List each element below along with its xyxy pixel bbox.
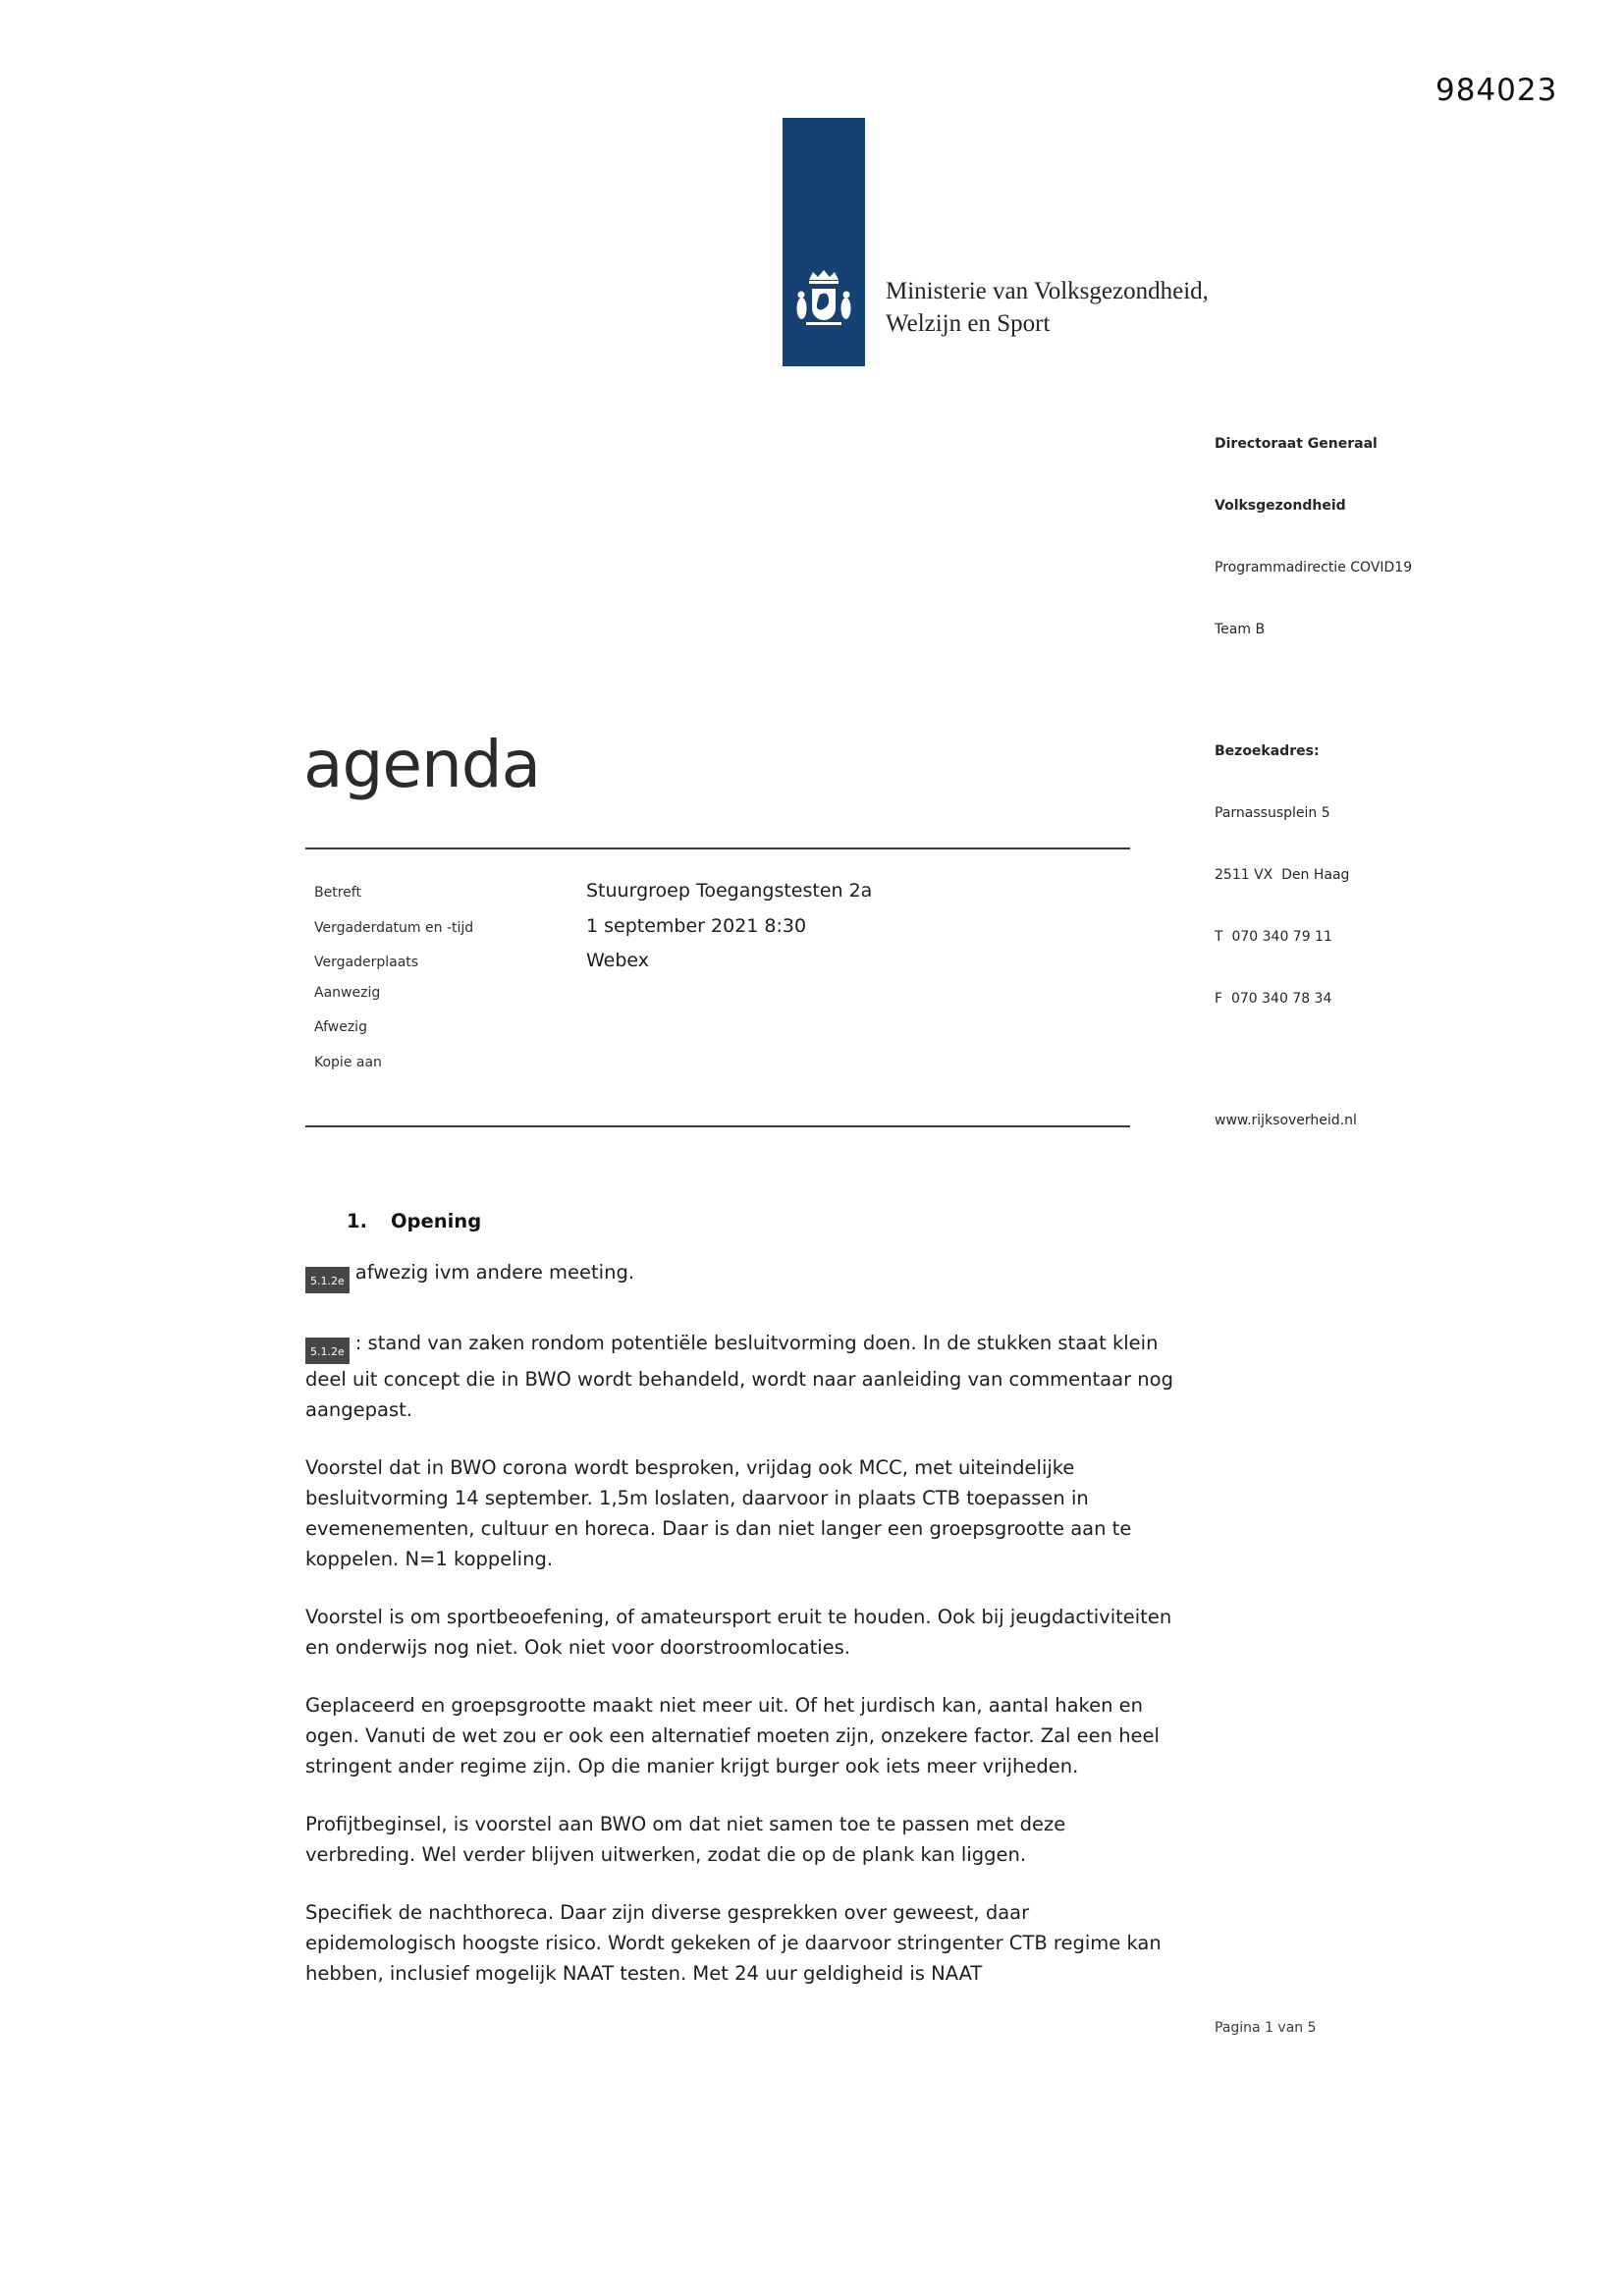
street-address: Parnassusplein 5: [1215, 805, 1330, 821]
ministry-name: [886, 275, 1209, 340]
meta-value: 1 september 2021 8:30: [586, 914, 807, 937]
meeting-metadata: [314, 880, 1139, 1089]
meta-row: [314, 985, 1139, 1020]
phone-number: T 070 340 79 11: [1215, 929, 1332, 945]
paragraph-1: Voorstel dat in BWO corona wordt besproken, vrijdag ook MCC, met uiteindelijke besluitvorming 14 september. 1,5m loslaten, daarvoor in plaats CTB toepassen in evemenementen, cultuur en horeca. Daar is dan niet langer een groepsgrootte aan te koppelen. N=1 koppeling.: [305, 1456, 1132, 1570]
contact-block: [1215, 393, 1412, 1152]
redaction-box: 5.1.2e: [305, 1267, 350, 1293]
document-body: [305, 1206, 1177, 2016]
fax-number: F 070 340 78 34: [1215, 991, 1332, 1007]
visit-address-label: Bezoekadres:: [1215, 743, 1320, 759]
paragraph-4: Profijtbeginsel, is voorstel aan BWO om dat niet samen toe te passen met deze verbreding. Wel verder blijven uitwerken, zodat die op de plank kan liggen.: [305, 1813, 1066, 1866]
spacer: [1215, 1051, 1412, 1069]
ministry-name-line2: Welzijn en Sport: [886, 310, 1051, 337]
meta-label: Kopie aan: [314, 1054, 382, 1070]
redacted-line: [305, 1257, 1177, 1293]
meta-row: [314, 880, 1139, 915]
section-number: 1.: [347, 1210, 367, 1232]
meta-value: Stuurgroep Toegangstesten 2a: [586, 880, 873, 902]
meta-label: Vergaderdatum en -tijd: [314, 919, 474, 936]
website-url: www.rijksoverheid.nl: [1215, 1113, 1357, 1128]
city-address: 2511 VX Den Haag: [1215, 867, 1350, 883]
directorate-line2: Volksgezondheid: [1215, 498, 1346, 514]
coat-of-arms-icon: [792, 267, 855, 340]
meta-label: Betreft: [314, 885, 361, 901]
page-title: agenda: [303, 727, 541, 802]
rijksoverheid-logo: [783, 118, 865, 366]
programme-directorate: Programmadirectie COVID19: [1215, 560, 1413, 575]
redaction-box: 5.1.2e: [305, 1338, 350, 1364]
meta-row: [314, 1019, 1139, 1055]
meta-label: Aanwezig: [314, 984, 381, 1001]
meta-value: Webex: [586, 950, 650, 971]
paragraph-5: Specifiek de nachthoreca. Daar zijn diverse gesprekken over geweest, daar epidemologisch hoogste risico. Wordt gekeken of je daarvoor stringenter CTB regime kan hebben, inclusief mogelijk NAAT testen. Met 24 uur geldigheid is NAAT: [305, 1901, 1162, 1985]
meta-row: [314, 950, 1139, 985]
section-heading-opening: [347, 1206, 1177, 1236]
section-title: Opening: [390, 1210, 482, 1232]
team: Team B: [1215, 622, 1266, 637]
meta-label: Afwezig: [314, 1019, 367, 1035]
divider-bottom: [305, 1125, 1130, 1127]
meta-row: [314, 1055, 1139, 1090]
redacted-paragraph: [305, 1328, 1177, 1425]
page-number: Pagina 1 van 5: [1215, 2020, 1317, 2036]
spacer: [1215, 682, 1412, 700]
meta-label: Vergaderplaats: [314, 955, 419, 970]
directorate-line1: Directoraat Generaal: [1215, 436, 1378, 452]
document-number: 984023: [1435, 73, 1558, 108]
redacted-paragraph-text: : stand van zaken rondom potentiële besluitvorming doen. In de stukken staat klein deel uit concept die in BWO wordt behandeld, wordt naar aanleiding van commentaar nog aangepast.: [305, 1332, 1173, 1421]
meta-row: [314, 915, 1139, 951]
paragraph-3: Geplaceerd en groepsgrootte maakt niet meer uit. Of het jurdisch kan, aantal haken en ogen. Vanuti de wet zou er ook een alternatief moeten zijn, onzekere factor. Zal een heel stringent ander regime zijn. Op die manier krijgt burger ook iets meer vrijheden.: [305, 1694, 1160, 1777]
paragraph-2: Voorstel is om sportbeoefening, of amateursport eruit te houden. Ook bij jeugdactiviteiten en onderwijs nog niet. Ook niet voor doorstroomlocaties.: [305, 1606, 1172, 1659]
ministry-name-line1: Ministerie van Volksgezondheid,: [886, 278, 1209, 304]
divider-top: [305, 847, 1130, 849]
redacted-line-text: afwezig ivm andere meeting.: [354, 1261, 635, 1284]
